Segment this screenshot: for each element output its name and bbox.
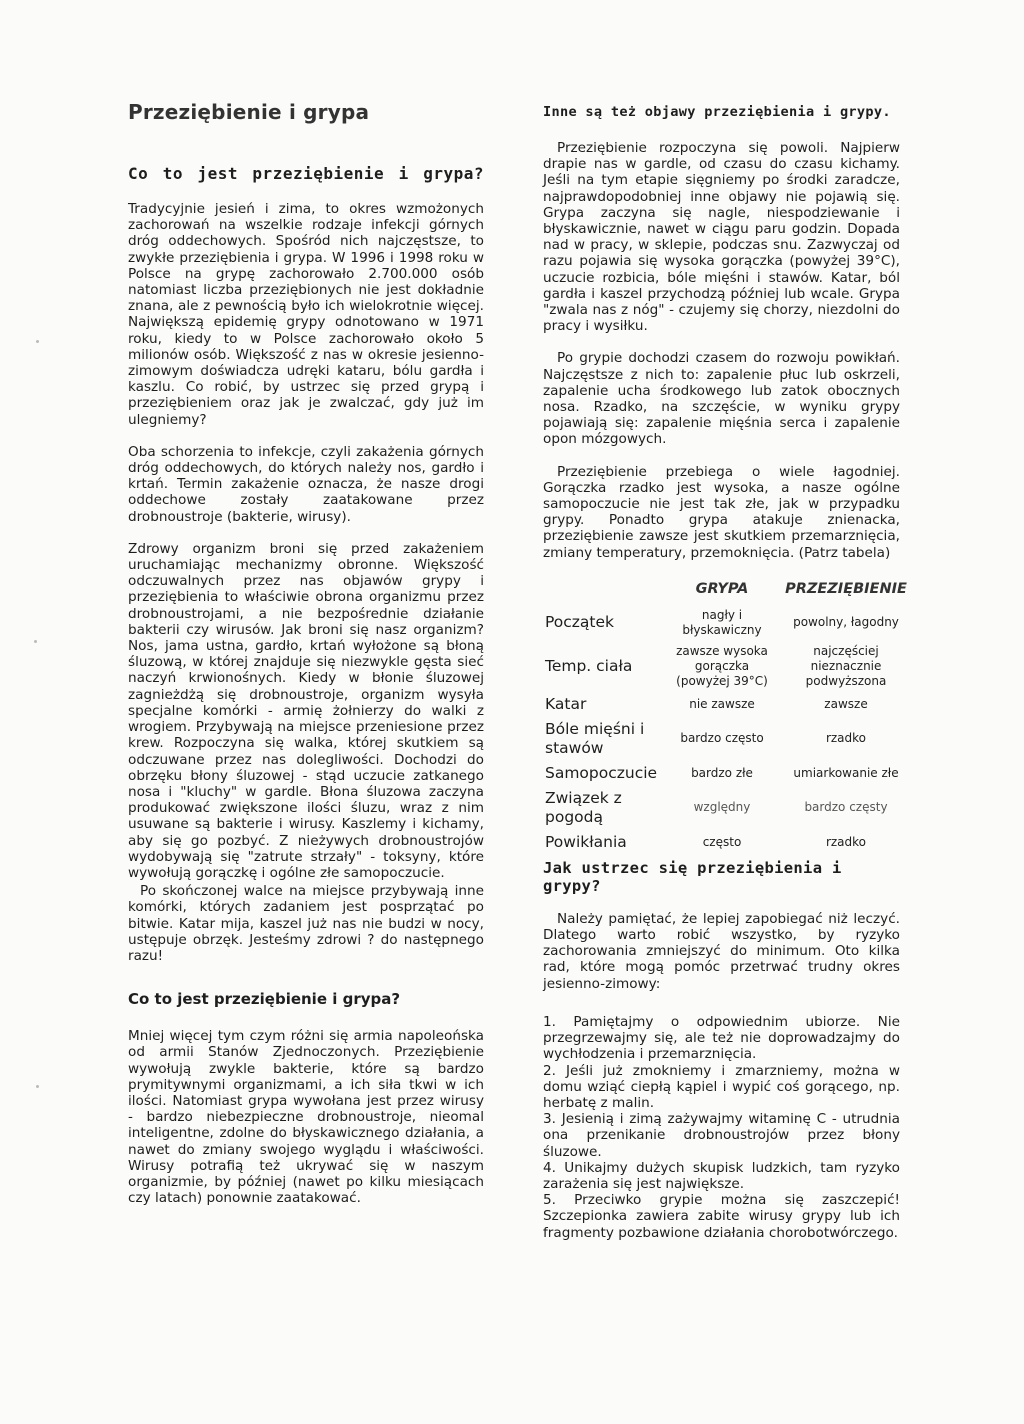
table-row (543, 641, 913, 692)
page-title: Przeziębienie i grypa (128, 100, 370, 124)
cell-przeziebienie: najczęściej nieznacznie podwyższona (805, 643, 887, 688)
cell-grypa: względny (693, 800, 751, 815)
table-header-row (543, 581, 913, 605)
left-column (128, 100, 484, 1222)
row-label: Katar (545, 694, 587, 713)
cell-przeziebienie: rzadko (825, 834, 867, 849)
cell-przeziebienie: bardzo częsty (804, 800, 888, 815)
section-heading-symptoms: Inne są też objawy przeziębienia i grypy. (543, 104, 891, 120)
paragraph-prevention: Należy pamiętać, że lepiej zapobiegać niż leczyć. Dlatego warto robić wszystko, by ryzyko zachorowania zmniejszyć do minimum. Oto kilka rad, które mogą pomóc przetrwać trudny okres jesienno-zimowy: (543, 910, 900, 992)
column-header-grypa: GRYPA (695, 580, 749, 597)
paragraph-infections: Oba schorzenia to infekcje, czyli zakażenia górnych dróg oddechowych, do których należy nos, gardło i krtań. Termin zakażenie oznacza, że nasze drogi oddechowe zostały zaatakowane przez drobnoustroje (bakterie, wirusy). (128, 443, 484, 525)
scan-speck (34, 640, 37, 643)
table-row (543, 605, 913, 641)
row-label: Samopoczucie (545, 763, 658, 782)
cell-grypa: zawsze wysoka gorączka (powyżej 39°C) (676, 643, 768, 688)
heading-word: jest (197, 164, 238, 183)
scan-speck (36, 1085, 39, 1088)
list-item: 2. Jeśli już zmokniemy i zmarzniemy, można w domu wziąć ciepłą kąpiel i wypić coś gorącego, np. herbatę z malin. (543, 1062, 900, 1111)
cell-przeziebienie: rzadko (825, 731, 867, 746)
scan-speck (36, 340, 39, 343)
section-heading-difference: Co to jest przeziębienie i grypa? (128, 990, 401, 1009)
list-item: 3. Jesienią i zimą zażywajmy witaminę C - utrudnia ona przenikanie drobnoustrojów przez błony śluzowe. (543, 1111, 900, 1160)
list-item: 1. Pamiętajmy o odpowiednim ubiorze. Nie przegrzewajmy się, ale też nie doprowadzajmy do wychłodzenia i przemarznięcia. (543, 1013, 900, 1063)
paragraph-intro: Tradycyjnie jesień i zima, to okres wzmożonych zachorowań na wszelkie rodzaje infekcji górnych dróg oddechowych. Spośród nich najczęstsze, to zwykłe przeziębienia i grypa. W 1996 i 1998 roku w Polsce na grypę zachorowało 2.700.000 osób natomiast liczba przeziębionych nie jest dokładnie znana, ale z pewnością było ich wielokrotnie więcej. Największą epidemię grypy odnotowano w 1971 roku, kiedy to w Polsce zachorowało około 5 milionów osób. Większość z nas w okresie jesienno-zimowym doświadcza udręki kataru, bólu gardła i kaszlu. Co robić, by ustrzec się przed grypą i przeziębieniem oraz jak je zwalczać, gdy już im ulegniemy? (128, 201, 484, 428)
table-row (543, 761, 913, 786)
row-label: Początek (545, 613, 615, 632)
right-column (543, 100, 907, 1241)
cell-grypa: nagły i błyskawiczny (682, 607, 762, 637)
cell-grypa: bardzo złe (691, 765, 753, 780)
section-heading-prevention: Jak ustrzec się przeziębienia i grypy? (543, 858, 842, 895)
column-header-przeziebienie: PRZEZIĘBIENIE (785, 580, 907, 597)
list-item: 4. Unikajmy dużych skupisk ludzkich, tam ryzyko zarażenia się jest największe. (543, 1159, 900, 1192)
table-row (543, 692, 913, 717)
cell-przeziebienie: zawsze (824, 696, 868, 711)
paragraph-recovery: Po skończonej walce na miejsce przybywają inne komórki, których zadaniem jest posprzątać po bitwie. Katar mija, kaszel już nas nie budzi w nocy, ustępuje obrzęk. Jesteśmy zdrowi ? do następnego razu! (128, 883, 484, 964)
table-corner (543, 581, 665, 605)
row-label: Bóle mięśni i stawów (545, 719, 645, 757)
cell-przeziebienie: powolny, łagodny (793, 615, 899, 630)
table-row (543, 830, 913, 855)
cell-przeziebienie: umiarkowanie złe (793, 765, 899, 780)
cell-grypa: bardzo często (680, 731, 764, 746)
list-item: 5. Przeciwko grypie można się zaszczepić! Szczepionka zawiera zabite wirusy grypy lub ich fragmenty pozbawione działania chorobotwórczego. (543, 1192, 900, 1241)
paragraph-symptoms: Przeziębienie rozpoczyna się powoli. Najpierw drapie nas w gardle, od czasu do czasu kichamy. Jeśli na tym etapie sięgniemy po środki zaradcze, najprawdopodobniej inne objawy nie pojawią się. Grypa zaczyna się nagle, niespodziewanie i błyskawicznie, nawet w ciągu paru godzin. Dopada nad w pracy, w sklepie, podczas snu. Zazwyczaj od razu pojawia się wysoka gorączka (powyżej 39°C), uczucie rozbicia, bóle mięśni i stawów. Katar, ból gardła i kaszel przychodzą później lub wcale. Grypa "zwala nas z nóg" - czujemy się chorzy, niezdolni do pracy i wysiłku. (543, 140, 900, 335)
paragraph-comparison: Przeziębienie przebiega o wiele łagodniej. Gorączka rzadko jest wysoka, a nasze ogólne samopoczucie nie jest tak złe, jak w przypadku grypy. Ponadto grypa atakuje znienacka, przeziębienie zawsze jest skutkiem przemarznięcia, zmiany temperatury, przemoknięcia. (Patrz tabela) (543, 463, 900, 561)
table-row (543, 786, 913, 830)
heading-word: Co (128, 164, 149, 183)
paragraph-complications: Po grypie dochodzi czasem do rozwoju powikłań. Najczęstsze z nich to: zapalenie płuc lub oskrzeli, zapalenie ucha środkowego lub zatok obocznych nosa. Rzadko, na szczęście, w wyniku grypy pojawiają się: zapalenie mięśnia serca i zapalenie opon mózgowych. (543, 350, 900, 448)
row-label: Temp. ciała (545, 656, 633, 675)
heading-word: to (162, 164, 183, 183)
cell-grypa: nie zawsze (689, 696, 755, 711)
heading-word: przeziębienie (252, 164, 385, 183)
heading-word: i (398, 164, 409, 183)
cell-grypa: często (702, 834, 742, 849)
table-row (543, 717, 913, 761)
comparison-table (543, 581, 913, 855)
row-label: Związek z pogodą (545, 788, 622, 826)
advice-list (543, 1014, 900, 1241)
section-heading-what-is (128, 164, 484, 183)
paragraph-difference: Mniej więcej tym czym różni się armia napoleońska od armii Stanów Zjednoczonych. Przeziębienie wywołują zwykle bakterie, które są bardzo prymitywnymi organizmami, a ich siła tkwi w ich ilości. Natomiast grypa wywołana jest przez wirusy - bardzo niebezpieczne drobnoustroje, nieomal inteligentne, zdolne do błyskawicznego działania, a nawet do zmiany swojego wyglądu i właściwości. Wirusy potrafią też ukrywać się w naszym organizmie, by później (nawet po kilku miesiącach czy latach) ponownie zaatakować. (128, 1028, 484, 1207)
row-label: Powikłania (545, 832, 627, 851)
paragraph-defense: Zdrowy organizm broni się przed zakażeniem uruchamiając mechanizmy obronne. Większość odczuwalnych przez nas objawów grypy i przeziębienia to właściwie obrona organizmu przez drobnoustrojami, a nie bezpośrednie działanie bakterii czy wirusów. Jak broni się nasz organizm? Nos, jama ustna, gardło, krtań wyłożone są błoną śluzową, w której znajduje się niezwykle gęsta sieć naczyń krwionośnych. Kiedy w błonie śluzowej zagnieżdżą się drobnoustroje, organizm wysyła specjalne komórki - armię żołnierzy do walki z wrogiem. Przybywają na miejsce przeniesione przez krew. Rozpoczyna się walka, której skutkiem są odczuwane przez nas dolegliwości. Dochodzi do obrzęku błony śluzowej - stąd uczucie zatkanego nosa i "kluchy" w gardle. Błona śluzowa zaczyna produkować zwiększone ilości śluzu, wraz z nim usuwane są bakterie i wirusy. Kaszlemy i kichamy, aby się go pozbyć. Z nieżywych drobnoustrojów wydobywają się "zatrute strzały" - toksyny, które wywołują gorączkę i ogólne złe samopoczucie. (128, 540, 484, 881)
heading-word: grypa? (423, 164, 484, 183)
